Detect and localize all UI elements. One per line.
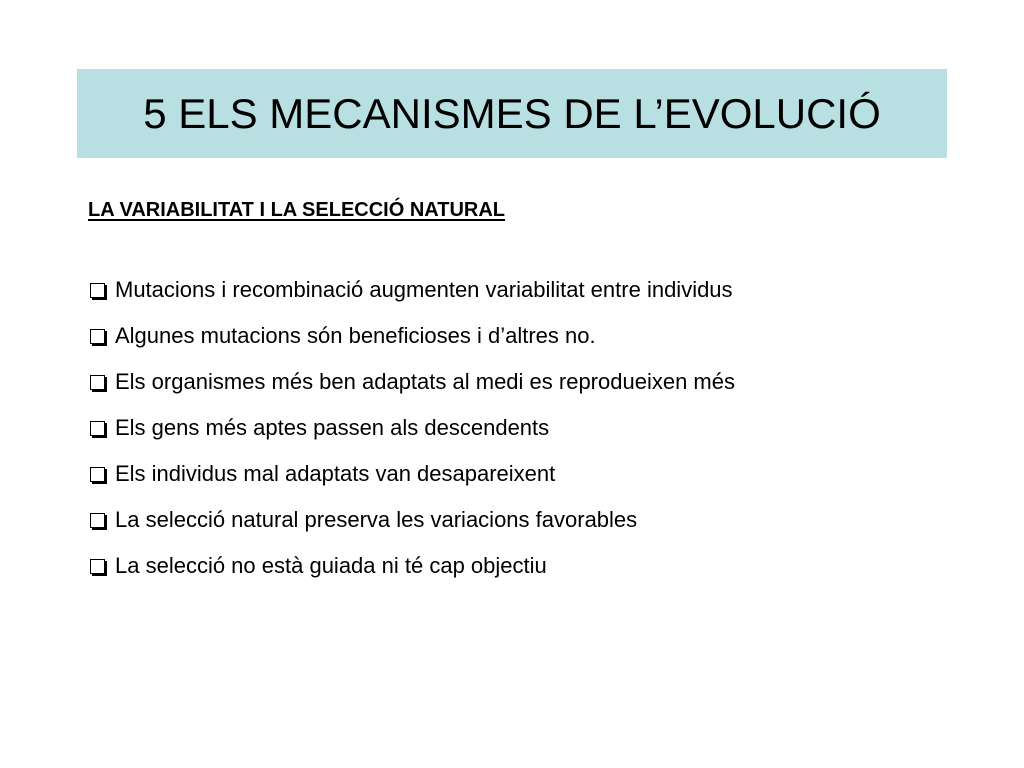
list-item [88, 451, 735, 497]
checkbox-square-icon [90, 513, 105, 528]
list-item [88, 313, 735, 359]
checkbox-square-icon [90, 559, 105, 574]
bullet-text: Els organismes més ben adaptats al medi es reprodueixen més [115, 369, 735, 394]
bullet-text: Mutacions i recombinació augmenten variabilitat entre individus [115, 277, 733, 302]
bullet-text: Els gens més aptes passen als descendents [115, 415, 550, 440]
bullet-text: La selecció natural preserva les variacions favorables [115, 507, 638, 532]
section-heading: LA VARIABILITAT I LA SELECCIÓ NATURAL [88, 199, 506, 221]
slide-title: 5 ELS MECANISMES DE L’EVOLUCIÓ [143, 89, 881, 137]
list-item [88, 543, 735, 589]
list-item [88, 359, 735, 405]
bullet-text: Algunes mutacions són beneficioses i d’altres no. [115, 323, 596, 348]
title-banner [77, 69, 947, 158]
checkbox-square-icon [90, 329, 105, 344]
checkbox-square-icon [90, 283, 105, 298]
list-item [88, 497, 735, 543]
list-item [88, 405, 735, 451]
bullet-text: La selecció no està guiada ni té cap objectiu [115, 553, 547, 578]
checkbox-square-icon [90, 421, 105, 436]
checkbox-square-icon [90, 467, 105, 482]
checkbox-square-icon [90, 375, 105, 390]
list-item [88, 267, 735, 313]
bullet-list [88, 267, 735, 589]
bullet-text: Els individus mal adaptats van desapareixent [115, 461, 556, 486]
